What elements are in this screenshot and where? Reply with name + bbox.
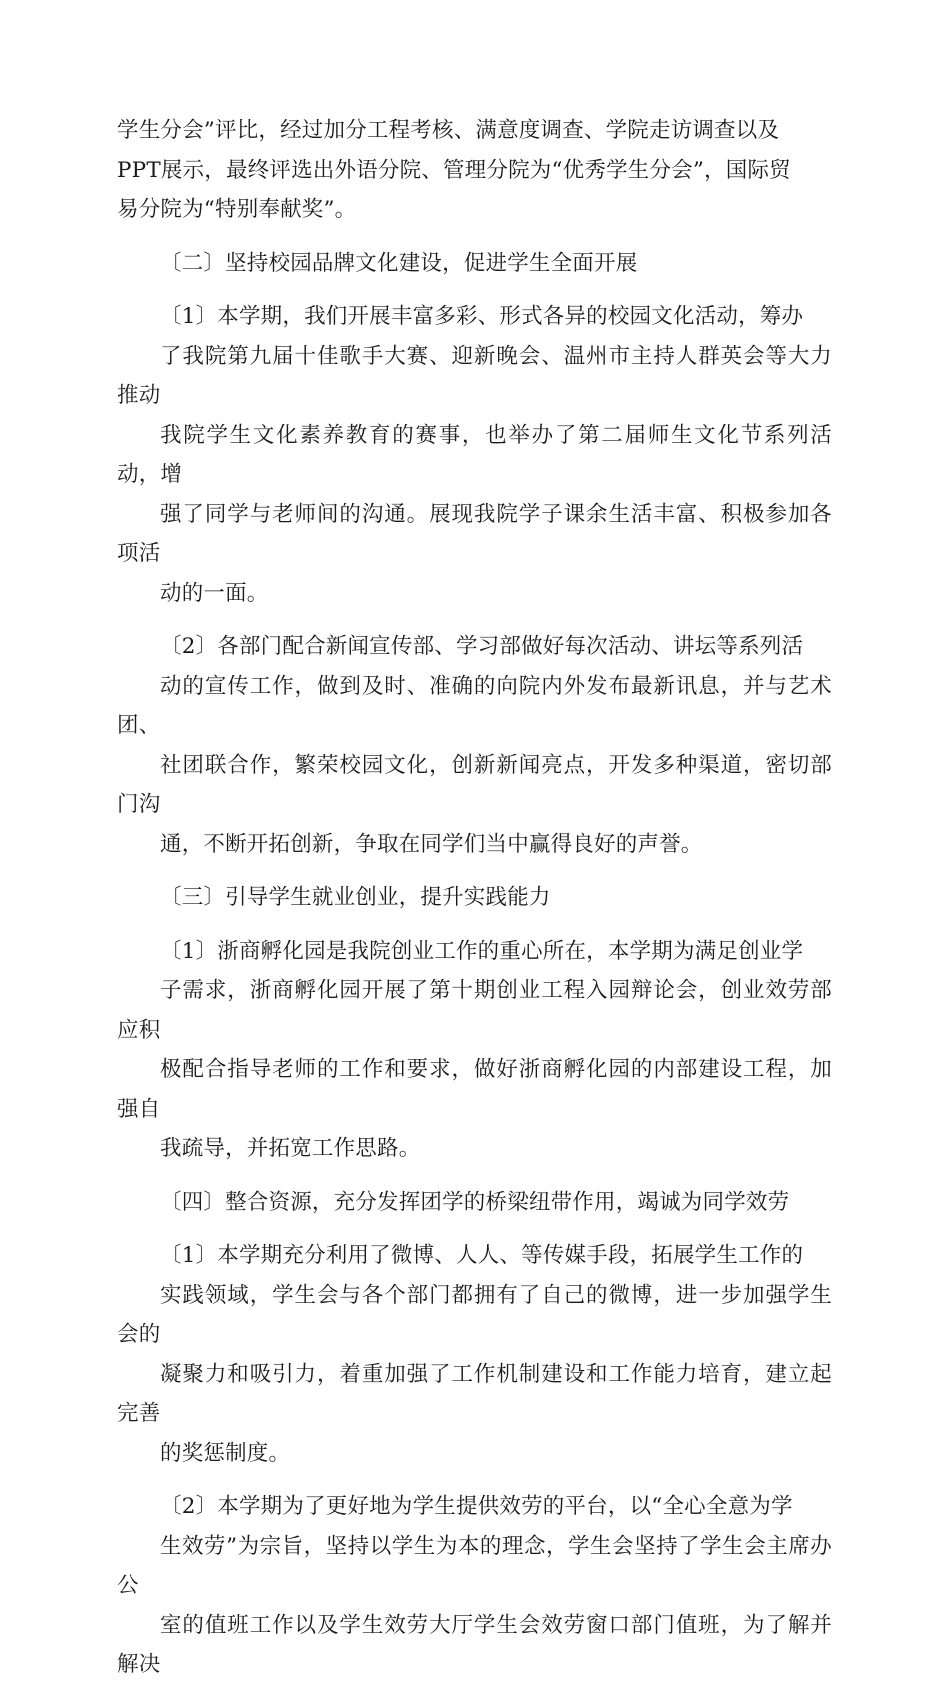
text-line: 易分院为“特别奉献奖”。 — [117, 197, 357, 222]
text-line: 子需求，浙商孵化园开展了第十期创业工程入园辩论会，创业效劳部应积 — [117, 978, 832, 1043]
text-line: 〔1〕本学期充分利用了微博、人人、等传媒手段，拓展学生工作的 — [160, 1243, 804, 1268]
text-line: 动的宣传工作，做到及时、准确的向院内外发布最新讯息，并与艺术团、 — [117, 673, 832, 738]
paragraph-2-2 — [117, 627, 832, 864]
text-line: 了我院第九届十佳歌手大赛、迎新晚会、温州市主持人群英会等大力推动 — [117, 343, 832, 408]
heading-text: 〔三〕引导学生就业创业，提升实践能力 — [160, 885, 551, 910]
text-line: 凝聚力和吸引力，着重加强了工作机制建设和工作能力培育，建立起完善 — [117, 1361, 832, 1426]
section-heading-4 — [117, 1183, 832, 1223]
text-line: 〔2〕各部门配合新闻宣传部、学习部做好每次活动、讲坛等系列活 — [160, 634, 804, 659]
text-line: 我疏导，并拓宽工作思路。 — [160, 1136, 421, 1161]
text-line: 强了同学与老师间的沟通。展现我院学子课余生活丰富、积极参加各项活 — [117, 501, 832, 566]
heading-text: 〔四〕整合资源，充分发挥团学的桥梁纽带作用，竭诚为同学效劳 — [160, 1189, 790, 1215]
text-line: 动的一面。 — [160, 580, 269, 606]
text-line: 〔1〕浙商孵化园是我院创业工作的重心所在，本学期为满足创业学 — [160, 938, 804, 964]
paragraph-4-1 — [117, 1236, 832, 1473]
text-line: 实践领域，学生会与各个部门都拥有了自己的微博，进一步加强学生会的 — [117, 1282, 832, 1347]
section-heading-2 — [117, 244, 832, 284]
section-heading-3 — [117, 878, 832, 918]
text-line: 通，不断开拓创新，争取在同学们当中赢得良好的声誉。 — [160, 831, 703, 857]
paragraph-1 — [117, 111, 832, 230]
text-line: 极配合指导老师的工作和要求，做好浙商孵化园的内部建设工程，加强自 — [117, 1057, 832, 1122]
text-line: 学生分会”评比，经过加分工程考核、满意度调查、学院走访调查以及 — [117, 118, 780, 143]
text-line: 〔2〕本学期为了更好地为学生提供效劳的平台，以“全心全意为学 — [160, 1494, 793, 1519]
heading-text: 〔二〕坚持校园品牌文化建设，促进学生全面开展 — [160, 250, 638, 276]
text-line: 室的值班工作以及学生效劳大厅学生会效劳窗口部门值班，为了解并解决 — [117, 1612, 832, 1677]
paragraph-4-2 — [117, 1487, 832, 1685]
text-line: PPT展示，最终评选出外语分院、管理分院为“优秀学生分会”，国际贸 — [117, 157, 791, 183]
paragraph-2-1 — [117, 297, 832, 613]
text-line: 生效劳”为宗旨，坚持以学生为本的理念，学生会坚持了学生会主席办公 — [117, 1533, 832, 1598]
text-line: 〔1〕本学期，我们开展丰富多彩、形式各异的校园文化活动，筹办 — [160, 304, 804, 329]
paragraph-3-1 — [117, 932, 832, 1169]
text-line: 我院学生文化素养教育的赛事，也举办了第二届师生文化节系列活动，增 — [117, 422, 832, 487]
text-line: 社团联合作，繁荣校园文化，创新新闻亮点，开发多种渠道，密切部门沟 — [117, 752, 832, 817]
document-body — [117, 111, 832, 1685]
text-line: 的奖惩制度。 — [160, 1440, 291, 1466]
